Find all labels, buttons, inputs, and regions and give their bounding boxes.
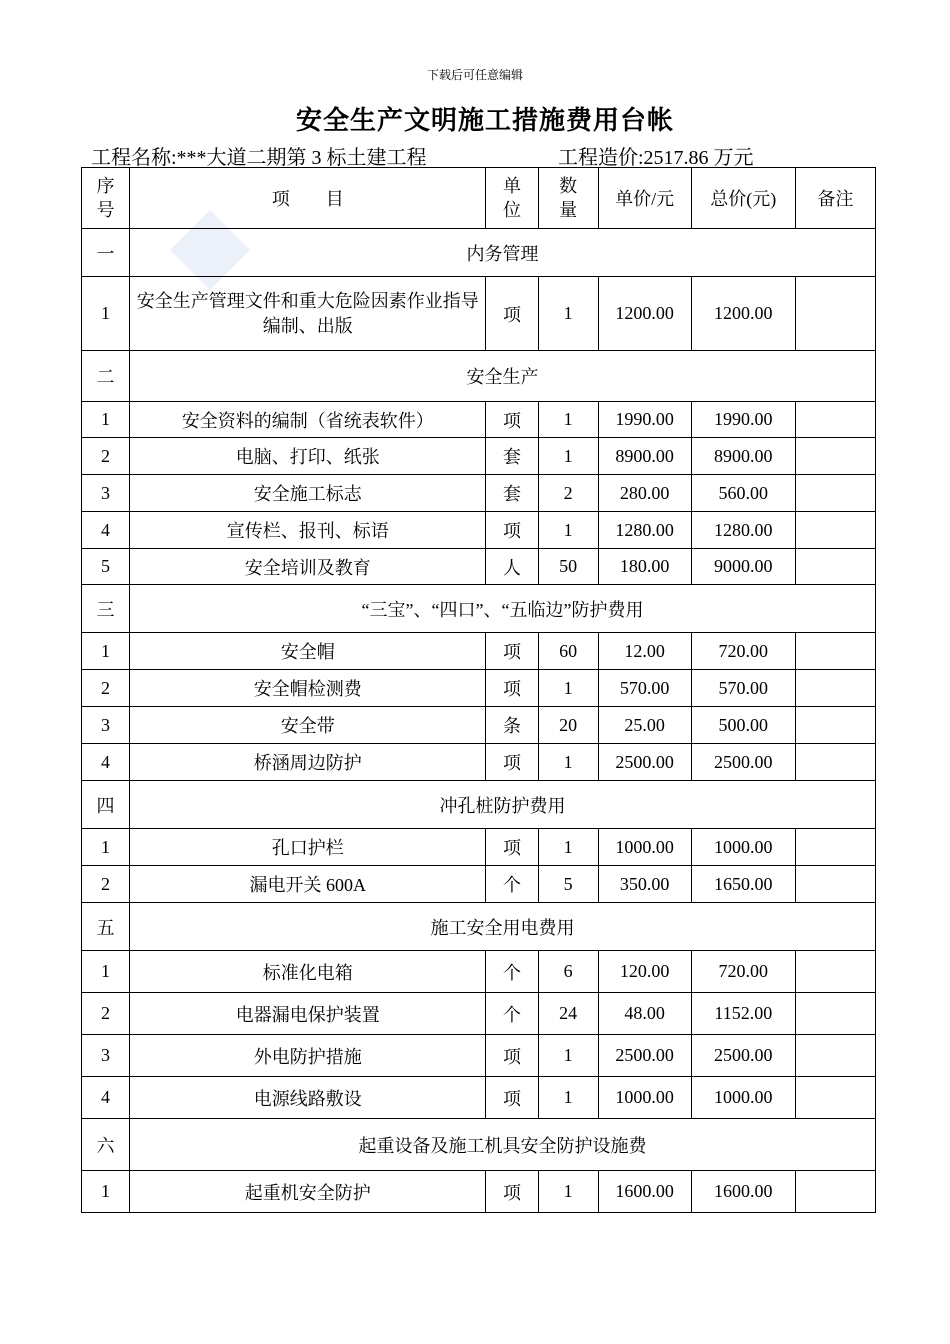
item-remark <box>795 951 875 993</box>
item-unit: 项 <box>486 829 538 866</box>
item-name: 外电防护措施 <box>130 1035 486 1077</box>
item-name: 安全带 <box>130 707 486 744</box>
item-remark <box>795 549 875 585</box>
item-total: 560.00 <box>691 475 795 512</box>
item-qty: 5 <box>538 866 598 903</box>
item-total: 1280.00 <box>691 512 795 549</box>
col-header-item: 项 目 <box>130 168 486 229</box>
table-row <box>82 475 876 512</box>
col-header-seq: 序 号 <box>82 168 130 229</box>
item-qty: 20 <box>538 707 598 744</box>
item-total: 570.00 <box>691 670 795 707</box>
page-title: 安全生产文明施工措施费用台帐 <box>295 106 674 135</box>
item-remark <box>795 402 875 438</box>
table-row <box>82 549 876 585</box>
item-unit: 项 <box>486 402 538 438</box>
table-row <box>82 438 876 475</box>
row-number: 3 <box>82 475 130 512</box>
item-unit-price: 25.00 <box>598 707 691 744</box>
item-unit-price: 120.00 <box>598 951 691 993</box>
table-row <box>82 1035 876 1077</box>
item-remark <box>795 1171 875 1213</box>
item-name: 标准化电箱 <box>130 951 486 993</box>
item-remark <box>795 633 875 670</box>
section-row <box>82 781 876 829</box>
item-unit-price: 350.00 <box>598 866 691 903</box>
section-name: “三宝”、“四口”、“五临边”防护费用 <box>130 585 876 633</box>
item-remark <box>795 1077 875 1119</box>
row-number: 4 <box>82 744 130 781</box>
row-number: 2 <box>82 866 130 903</box>
ledger-table <box>81 167 876 1213</box>
item-qty: 1 <box>538 829 598 866</box>
item-remark <box>795 1035 875 1077</box>
row-number: 2 <box>82 993 130 1035</box>
item-unit-price: 280.00 <box>598 475 691 512</box>
item-name: 安全培训及教育 <box>130 549 486 585</box>
item-unit: 项 <box>486 670 538 707</box>
row-number: 3 <box>82 1035 130 1077</box>
item-total: 1000.00 <box>691 829 795 866</box>
item-qty: 1 <box>538 1077 598 1119</box>
section-name: 安全生产 <box>130 351 876 402</box>
item-qty: 1 <box>538 512 598 549</box>
item-name: 安全施工标志 <box>130 475 486 512</box>
item-name: 漏电开关 600A <box>130 866 486 903</box>
section-name: 施工安全用电费用 <box>130 903 876 951</box>
table-row <box>82 993 876 1035</box>
table-row <box>82 866 876 903</box>
project-name: 工程名称:***大道二期第 3 标土建工程 <box>91 147 427 169</box>
project-info <box>91 141 891 170</box>
item-total: 500.00 <box>691 707 795 744</box>
item-unit: 项 <box>486 1077 538 1119</box>
item-unit: 项 <box>486 1171 538 1213</box>
item-unit: 套 <box>486 438 538 475</box>
table-row <box>82 829 876 866</box>
section-row <box>82 229 876 277</box>
row-number: 1 <box>82 277 130 351</box>
item-remark <box>795 670 875 707</box>
item-qty: 1 <box>538 1035 598 1077</box>
section-row <box>82 1119 876 1171</box>
item-unit-price: 1000.00 <box>598 829 691 866</box>
section-row <box>82 903 876 951</box>
item-qty: 1 <box>538 438 598 475</box>
row-number: 1 <box>82 1171 130 1213</box>
item-total: 1650.00 <box>691 866 795 903</box>
item-unit-price: 1600.00 <box>598 1171 691 1213</box>
item-unit-price: 12.00 <box>598 633 691 670</box>
item-unit: 项 <box>486 1035 538 1077</box>
section-name: 冲孔桩防护费用 <box>130 781 876 829</box>
row-number: 5 <box>82 549 130 585</box>
item-qty: 1 <box>538 402 598 438</box>
item-unit-price: 48.00 <box>598 993 691 1035</box>
item-unit: 套 <box>486 475 538 512</box>
item-total: 720.00 <box>691 633 795 670</box>
item-name: 电器漏电保护装置 <box>130 993 486 1035</box>
item-unit-price: 2500.00 <box>598 1035 691 1077</box>
item-name: 电源线路敷设 <box>130 1077 486 1119</box>
item-name: 安全帽检测费 <box>130 670 486 707</box>
table-row <box>82 951 876 993</box>
row-number: 2 <box>82 670 130 707</box>
item-name: 电脑、打印、纸张 <box>130 438 486 475</box>
item-unit-price: 1280.00 <box>598 512 691 549</box>
section-name: 内务管理 <box>130 229 876 277</box>
item-total: 2500.00 <box>691 1035 795 1077</box>
col-header-unit-price: 单价/元 <box>598 168 691 229</box>
item-unit-price: 8900.00 <box>598 438 691 475</box>
item-unit: 项 <box>486 512 538 549</box>
item-unit: 个 <box>486 993 538 1035</box>
item-remark <box>795 277 875 351</box>
item-unit: 条 <box>486 707 538 744</box>
section-number: 五 <box>82 903 130 951</box>
item-remark <box>795 707 875 744</box>
item-name: 安全帽 <box>130 633 486 670</box>
item-total: 8900.00 <box>691 438 795 475</box>
item-unit: 个 <box>486 951 538 993</box>
item-remark <box>795 866 875 903</box>
item-name: 宣传栏、报刊、标语 <box>130 512 486 549</box>
item-unit: 项 <box>486 633 538 670</box>
section-number: 四 <box>82 781 130 829</box>
table-row <box>82 670 876 707</box>
item-name: 安全资料的编制（省统表软件） <box>130 402 486 438</box>
item-unit-price: 1200.00 <box>598 277 691 351</box>
row-number: 4 <box>82 1077 130 1119</box>
table-row <box>82 1171 876 1213</box>
item-remark <box>795 829 875 866</box>
section-row <box>82 351 876 402</box>
item-unit: 项 <box>486 277 538 351</box>
col-header-qty: 数 量 <box>538 168 598 229</box>
item-qty: 1 <box>538 1171 598 1213</box>
item-total: 720.00 <box>691 951 795 993</box>
section-number: 三 <box>82 585 130 633</box>
section-row <box>82 585 876 633</box>
item-qty: 50 <box>538 549 598 585</box>
item-total: 1000.00 <box>691 1077 795 1119</box>
item-name: 桥涵周边防护 <box>130 744 486 781</box>
watermark-text: 下载后可任意编辑 <box>426 68 523 82</box>
item-unit: 个 <box>486 866 538 903</box>
item-total: 1600.00 <box>691 1171 795 1213</box>
col-header-unit: 单 位 <box>486 168 538 229</box>
section-number: 一 <box>82 229 130 277</box>
col-header-remark: 备注 <box>795 168 875 229</box>
item-name: 孔口护栏 <box>130 829 486 866</box>
item-unit-price: 180.00 <box>598 549 691 585</box>
item-qty: 1 <box>538 744 598 781</box>
item-unit-price: 2500.00 <box>598 744 691 781</box>
item-remark <box>795 993 875 1035</box>
item-total: 1990.00 <box>691 402 795 438</box>
section-name: 起重设备及施工机具安全防护设施费 <box>130 1119 876 1171</box>
item-qty: 60 <box>538 633 598 670</box>
item-qty: 24 <box>538 993 598 1035</box>
item-total: 2500.00 <box>691 744 795 781</box>
item-remark <box>795 744 875 781</box>
row-number: 3 <box>82 707 130 744</box>
item-unit: 人 <box>486 549 538 585</box>
item-remark <box>795 475 875 512</box>
item-unit-price: 1990.00 <box>598 402 691 438</box>
item-unit-price: 570.00 <box>598 670 691 707</box>
item-total: 1200.00 <box>691 277 795 351</box>
item-qty: 1 <box>538 670 598 707</box>
item-total: 1152.00 <box>691 993 795 1035</box>
item-qty: 1 <box>538 277 598 351</box>
item-name: 安全生产管理文件和重大危险因素作业指导编制、出版 <box>130 277 486 351</box>
item-unit: 项 <box>486 744 538 781</box>
col-header-total: 总价(元) <box>691 168 795 229</box>
section-number: 六 <box>82 1119 130 1171</box>
project-cost: 工程造价:2517.86 万元 <box>558 147 754 169</box>
table-row <box>82 512 876 549</box>
row-number: 1 <box>82 402 130 438</box>
table-header-row <box>82 168 876 229</box>
item-unit-price: 1000.00 <box>598 1077 691 1119</box>
table-row <box>82 1077 876 1119</box>
section-number: 二 <box>82 351 130 402</box>
table-row <box>82 633 876 670</box>
table-row <box>82 744 876 781</box>
item-qty: 2 <box>538 475 598 512</box>
row-number: 4 <box>82 512 130 549</box>
table-row <box>82 402 876 438</box>
row-number: 1 <box>82 829 130 866</box>
item-name: 起重机安全防护 <box>130 1171 486 1213</box>
item-remark <box>795 512 875 549</box>
item-remark <box>795 438 875 475</box>
row-number: 1 <box>82 633 130 670</box>
item-total: 9000.00 <box>691 549 795 585</box>
row-number: 1 <box>82 951 130 993</box>
item-qty: 6 <box>538 951 598 993</box>
table-row <box>82 707 876 744</box>
table-row <box>82 277 876 351</box>
row-number: 2 <box>82 438 130 475</box>
